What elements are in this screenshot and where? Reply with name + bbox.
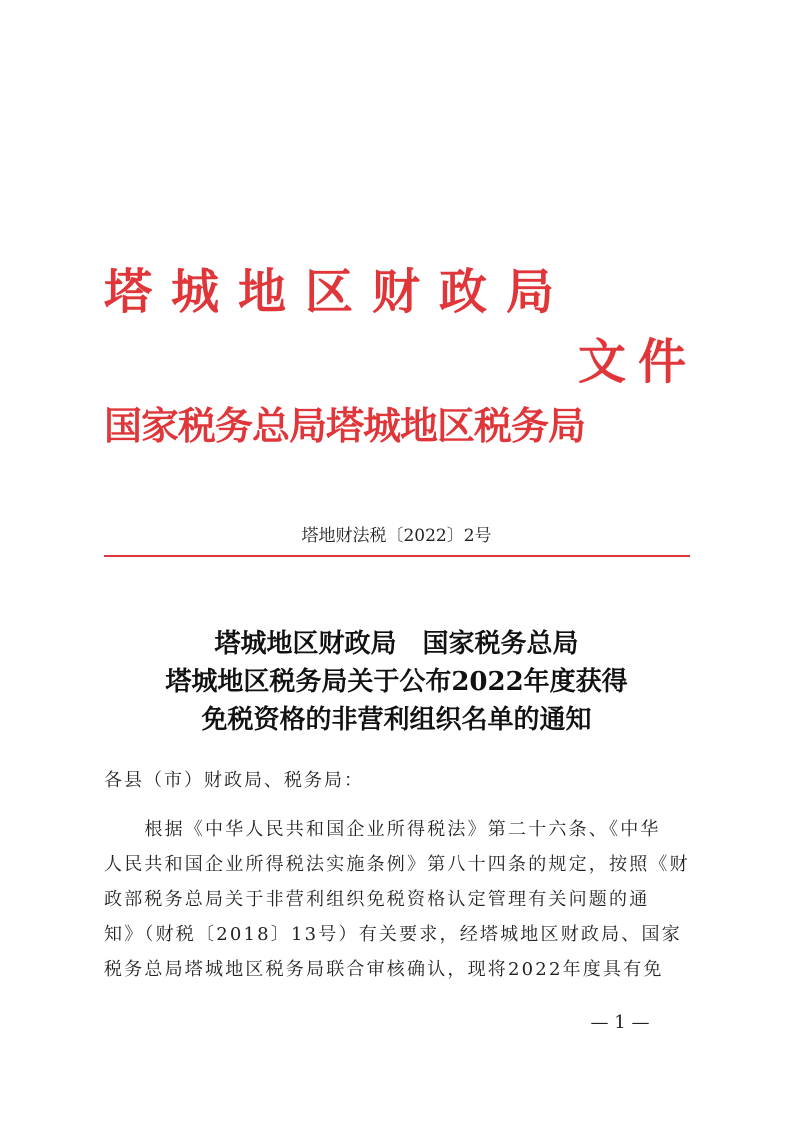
- paragraph-line: 根据《中华人民共和国企业所得税法》第二十六条、《中华: [104, 819, 661, 840]
- notice-title: [0, 625, 793, 739]
- title-line-3: 免税资格的非营利组织名单的通知: [201, 705, 592, 735]
- title-line-1: 塔城地区财政局 国家税务总局: [214, 629, 579, 659]
- red-divider-line: [104, 555, 690, 557]
- salutation: 各县（市）财政局、税务局：: [104, 770, 364, 791]
- document-number: 塔地财法税〔2022〕2号: [301, 526, 492, 546]
- paragraph-line: 税务总局塔城地区税务局联合审核确认，现将2022年度具有免: [104, 959, 664, 980]
- document-label-wenjian: 文件: [578, 334, 699, 390]
- title-line-2: 塔城地区税务局关于公布2022年度获得: [165, 667, 628, 697]
- paragraph-line: 知》（财税〔2018〕13号）有关要求，经塔城地区财政局、国家: [104, 924, 682, 945]
- issuer-name-finance-bureau: 塔城地区财政局: [104, 264, 574, 320]
- paragraph-line: 政部税务总局关于非营利组织免税资格认定管理有关问题的通: [104, 889, 650, 910]
- paragraph-line: 人民共和国企业所得税法实施条例》第八十四条的规定，按照《财: [104, 854, 690, 875]
- body-paragraph: [104, 812, 690, 987]
- issuer-name-tax-bureau: 国家税务总局塔城地区税务局: [104, 404, 586, 448]
- page-number: — 1 —: [590, 1012, 650, 1033]
